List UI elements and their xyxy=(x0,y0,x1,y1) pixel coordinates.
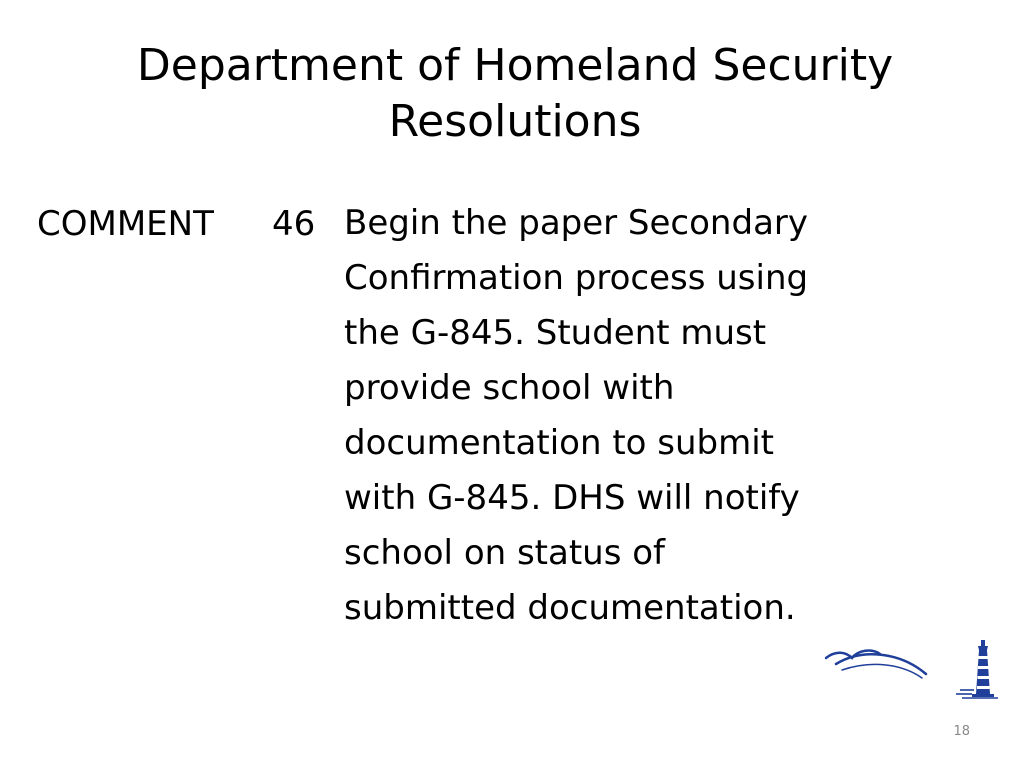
comment-line: with G-845. DHS will notify xyxy=(344,478,800,518)
comment-line: the G-845. Student must xyxy=(344,313,767,353)
comment-line: submitted documentation. xyxy=(344,588,796,628)
comment-line: school on status of xyxy=(344,533,666,573)
comment-line: Confirmation process using xyxy=(344,258,809,298)
comment-label: COMMENT xyxy=(37,204,214,244)
ncasfaa-logo xyxy=(822,638,1008,708)
comment-line: Begin the paper Secondary xyxy=(344,203,808,243)
slide-title-line-1: Department of Homeland Security xyxy=(136,40,894,91)
comment-line: documentation to submit xyxy=(344,423,774,463)
comment-number: 46 xyxy=(272,204,316,244)
comment-description xyxy=(344,196,884,636)
slide-title xyxy=(60,38,970,150)
slide-number: 18 xyxy=(953,724,970,739)
comment-line: provide school with xyxy=(344,368,675,408)
slide-title-line-2: Resolutions xyxy=(388,96,642,147)
